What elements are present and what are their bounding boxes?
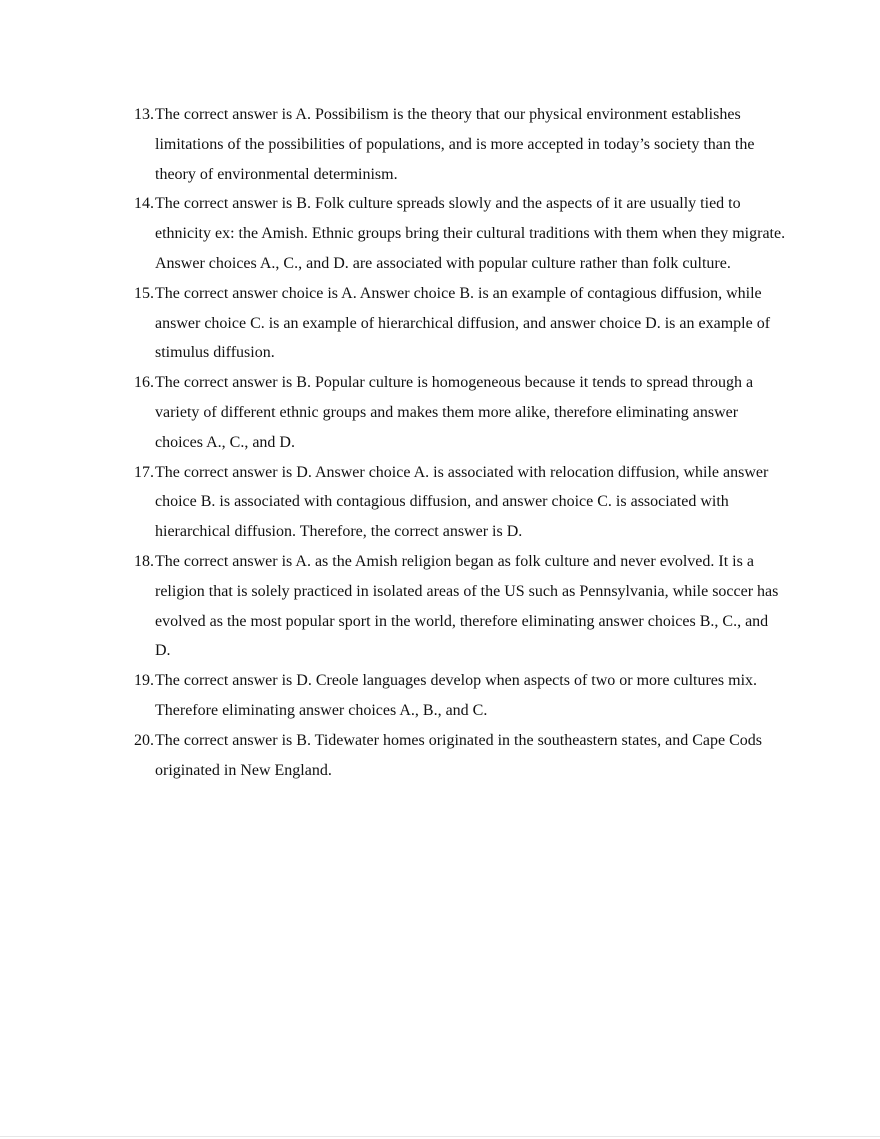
answer-number: 14. (134, 195, 154, 213)
answer-item-20 (126, 726, 786, 786)
answer-text: The correct answer is B. Popular culture is homogeneous because it tends to spread through a variety of different ethnic groups and makes them more alike, therefore eliminating answer choices A., C., and D. (155, 374, 754, 451)
answer-number: 16. (134, 374, 154, 392)
answer-item-17 (126, 458, 786, 547)
answer-number: 20. (134, 731, 154, 749)
answer-text: The correct answer is B. Folk culture spreads slowly and the aspects of it are usually tied to ethnicity ex: the Amish. Ethnic groups bring their cultural traditions with them when they migrate. Answer choices A., C., and D. are associated with popular culture rather than folk culture. (155, 195, 786, 272)
answer-item-13 (126, 100, 786, 189)
answer-text: The correct answer is D. Answer choice A. is associated with relocation diffusion, while answer choice B. is associated with contagious diffusion, and answer choice C. is associated with hierarchical diffusion. Therefore, the correct answer is D. (155, 463, 769, 541)
answer-text: The correct answer choice is A. Answer choice B. is an example of contagious diffusion, while answer choice C. is an example of hierarchical diffusion, and answer choice D. is an example of stimulus diffusion. (155, 284, 771, 362)
answer-text: The correct answer is D. Creole languages develop when aspects of two or more cultures mix. Therefore eliminating answer choices A., B., and C. (155, 672, 758, 719)
answer-number: 13. (134, 106, 154, 123)
page-bottom-divider (0, 1136, 880, 1137)
answer-text: The correct answer is A. as the Amish religion began as folk culture and never evolved. It is a religion that is solely practiced in isolated areas of the US such as Pennsylvania, while soccer has evolved as the most popular sport in the world, therefore eliminating answer choices B., C., and D. (155, 552, 779, 660)
answer-item-15 (126, 279, 786, 368)
answer-text: The correct answer is B. Tidewater homes originated in the southeastern states, and Cape Cods originated in New England. (155, 731, 762, 779)
answer-item-16 (126, 368, 786, 457)
answer-item-14 (126, 189, 786, 278)
answer-list (126, 100, 786, 785)
answer-item-19 (126, 666, 786, 726)
answer-number: 18. (134, 552, 154, 570)
answer-item-18 (126, 547, 786, 666)
answer-number: 15. (134, 284, 154, 302)
answer-number: 19. (134, 672, 154, 690)
answer-number: 17. (134, 463, 154, 481)
answer-text: The correct answer is A. Possibilism is the theory that our physical environment establishes limitations of the possibilities of populations, and is more accepted in today’s society than the theory of environmental determinism. (155, 106, 755, 183)
